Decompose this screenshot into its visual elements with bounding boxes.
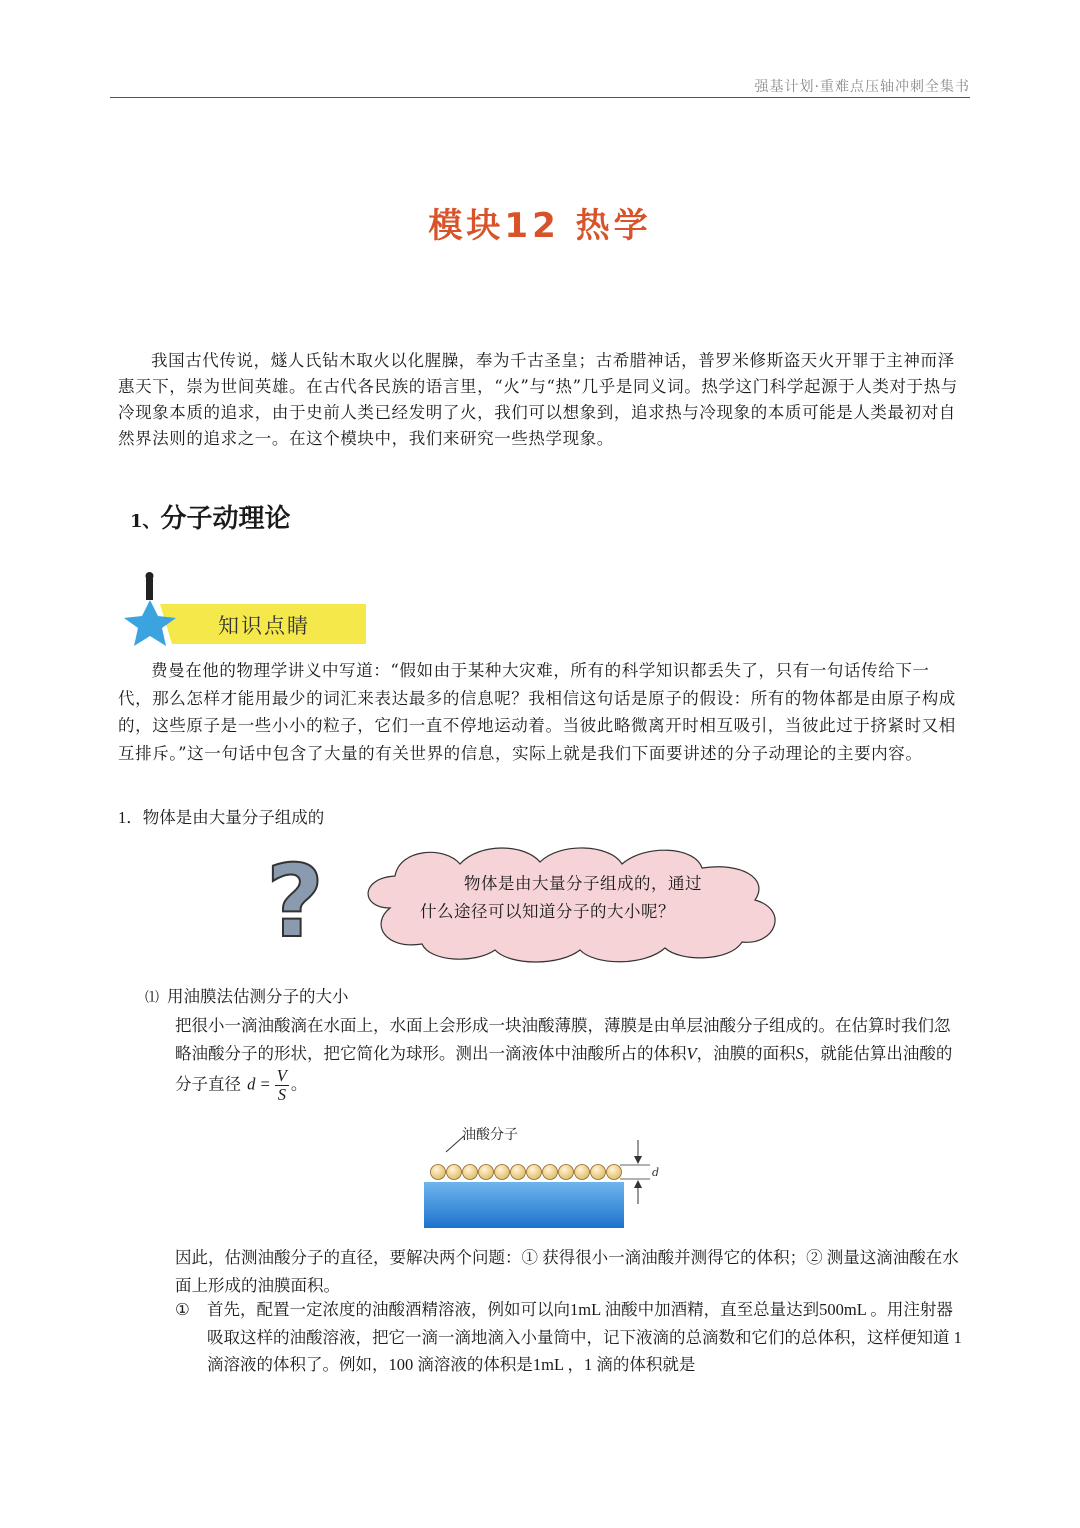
molecule-row: [431, 1165, 622, 1180]
oil-molecule: [559, 1165, 574, 1180]
badge-label: 知识点睛: [218, 614, 310, 638]
oil-film-paragraph: [175, 1012, 962, 1104]
formula-denominator: S: [277, 1085, 286, 1104]
oil-molecule: [447, 1165, 462, 1180]
diagram-label: 油酸分子: [462, 1127, 518, 1143]
feynman-paragraph: 费曼在他的物理学讲义中写道：“假如由于某种大灾难，所有的科学知识都丢失了，只有一句话传给下一代，那么怎样才能用最少的词汇来表达最多的信息呢？我相信这句话是原子的假设：所有的物体都是由原子构成的，这些原子是一些小小的粒子，它们一直不停地运动着。当彼此略微离开时相互吸引，当彼此过于挤紧时又相互排斥。”这一句话中包含了大量的有关世界的信息，实际上就是我们下面要讲述的分子动理论的主要内容。: [118, 661, 956, 763]
oil-molecule: [511, 1165, 526, 1180]
oil-molecule: [607, 1165, 622, 1180]
diameter-formula: [247, 1067, 289, 1104]
header-rule: [110, 97, 970, 98]
item-heading: 1．物体是由大量分子组成的: [118, 808, 325, 827]
oil-text-1: 把很小一滴油酸滴在水面上，水面上会形成一块油酸薄膜，薄膜是由单层油酸分子组成的。在估算时我们忽略油酸分子的形状，把它简化为球形。测出一滴液体中油酸所占的体积: [175, 1016, 951, 1063]
oil-molecule: [591, 1165, 606, 1180]
oil-molecule: [463, 1165, 478, 1180]
oil-molecule: [431, 1165, 446, 1180]
cloud-line-1: 物体是由大量分子组成的，通过: [464, 874, 702, 893]
svg-text:?: ?: [265, 852, 325, 944]
var-s: S: [795, 1043, 804, 1063]
oil-film-diagram: [420, 1122, 670, 1234]
module-title: 模块12 热学: [428, 206, 652, 246]
formula-lhs: d =: [247, 1074, 271, 1094]
step-1-marker: ①: [175, 1300, 190, 1319]
section-number: 1、: [130, 511, 161, 532]
cloud-question: [420, 870, 760, 926]
book-title: 强基计划·重难点压轴冲刺全集书: [754, 79, 970, 95]
therefore-paragraph: 因此，估测油酸分子的直径，要解决两个问题：① 获得很小一滴油酸并测得它的体积；② 测量这滴油酸在水面上形成的油膜面积。: [175, 1248, 959, 1295]
cloud-line-2: 什么途径可以知道分子的大小呢？: [420, 902, 675, 921]
oil-text-4: 。: [290, 1074, 308, 1094]
question-mark-icon: [262, 852, 328, 944]
diameter-label: d: [652, 1166, 660, 1179]
subitem-heading: [145, 983, 349, 1007]
oil-molecule: [527, 1165, 542, 1180]
section-heading: [130, 498, 291, 535]
water-surface: [424, 1182, 624, 1228]
subitem-marker: ⑴: [145, 991, 159, 1006]
oil-molecule: [495, 1165, 510, 1180]
oil-text-2: ，油膜的面积: [696, 1043, 796, 1063]
subitem-text: 用油膜法估测分子的大小: [167, 987, 349, 1006]
oil-molecule: [543, 1165, 558, 1180]
step-1: [175, 1296, 962, 1379]
formula-fraction: [275, 1067, 289, 1104]
section-title: 分子动理论: [160, 504, 291, 534]
formula-numerator: V: [276, 1066, 287, 1085]
var-v: V: [686, 1043, 697, 1063]
person-icon: [146, 578, 153, 600]
intro-paragraph: 我国古代传说，燧人氏钻木取火以化腥臊，奉为千古圣皇；古希腊神话，普罗米修斯盗天火开罪于主神而泽惠天下，崇为世间英雄。在古代各民族的语言里，“火”与“热”几乎是同义词。热学这门科学起源于人类对于热与冷现象本质的追求，由于史前人类已经发明了火，我们可以想象到，追求热与冷现象的本质可能是人类最初对自然界法则的追求之一。在这个模块中，我们来研究一些热学现象。: [118, 351, 958, 448]
oil-text-3: ，就能估算出油酸的分子直径: [175, 1043, 953, 1094]
oil-molecule: [479, 1165, 494, 1180]
step-1-text: 首先，配置一定浓度的油酸酒精溶液，例如可以向1mL 油酸中加酒精，直至总量达到500mL 。用注射器吸取这样的油酸溶液，把它一滴一滴地滴入小量筒中，记下液滴的总滴数和它们的总体积，这样便知道 1 滴溶液的体积了。例如，100 滴溶液的体积是1mL ，1 滴的体积就是: [207, 1300, 962, 1374]
oil-molecule: [575, 1165, 590, 1180]
